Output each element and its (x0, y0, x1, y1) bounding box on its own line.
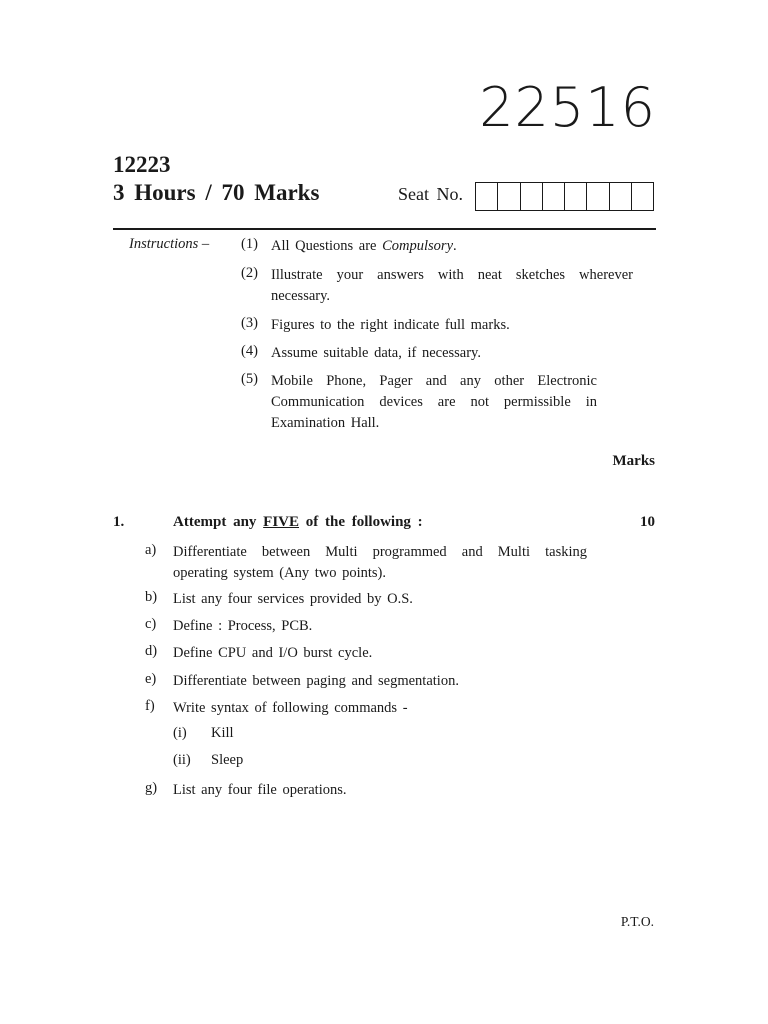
question-number: 1. (113, 514, 125, 530)
marks-column-heading: Marks (612, 453, 655, 469)
sub-question-text: Differentiate between paging and segmentation. (173, 673, 459, 689)
sub-question-label: e) (145, 671, 157, 687)
command-number: (ii) (173, 752, 191, 768)
instruction-number: (3) (241, 315, 258, 331)
seat-number-label: Seat No. (398, 184, 463, 204)
command-text: Kill (211, 725, 234, 741)
seat-digit-cell[interactable] (565, 183, 587, 210)
seat-digit-cell[interactable] (587, 183, 609, 210)
seat-digit-cell[interactable] (610, 183, 632, 210)
page-turn-indicator: P.T.O. (620, 914, 654, 929)
instruction-text: Mobile Phone, Pager and any other Electronic Communication devices are not permissible in Examination Hall. (271, 373, 597, 431)
command-text: Sleep (211, 752, 244, 768)
header-divider (113, 228, 656, 230)
instruction-text: Assume suitable data, if necessary. (271, 345, 481, 361)
instruction-text: Figures to the right indicate full marks. (271, 317, 510, 333)
seat-digit-cell[interactable] (632, 183, 653, 210)
instruction-number: (4) (241, 343, 258, 359)
sub-question-label: c) (145, 616, 157, 632)
seat-digit-cell[interactable] (543, 183, 565, 210)
question-title: Attempt any FIVE of the following : (173, 514, 423, 530)
question-marks: 10 (640, 514, 655, 530)
subject-code: 12223 (113, 152, 171, 177)
duration-marks: 3 Hours / 70 Marks (113, 180, 320, 205)
instructions-label: Instructions – (129, 236, 210, 252)
instruction-number: (2) (241, 265, 258, 281)
instruction-number: (5) (241, 371, 258, 387)
sub-question-text: List any four services provided by O.S. (173, 591, 413, 607)
instruction-number: (1) (241, 236, 258, 252)
instruction-text: Illustrate your answers with neat sketches wherever necessary. (271, 267, 633, 304)
seat-digit-cell[interactable] (521, 183, 543, 210)
sub-question-label: f) (145, 698, 155, 714)
sub-question-label: g) (145, 780, 158, 796)
sub-question-label: d) (145, 643, 158, 659)
sub-question-label: a) (145, 542, 157, 558)
paper-code: 22516 (479, 76, 656, 139)
sub-question-text: Differentiate between Multi programmed and Multi tasking operating system (Any two points). (173, 544, 587, 581)
sub-question-text: Define CPU and I/O burst cycle. (173, 645, 373, 661)
sub-question-text: List any four file operations. (173, 782, 347, 798)
sub-question-label: b) (145, 589, 158, 605)
sub-question-text: Define : Process, PCB. (173, 618, 313, 634)
seat-digit-cell[interactable] (498, 183, 520, 210)
sub-question-text: Write syntax of following commands - (173, 700, 408, 716)
seat-digit-cell[interactable] (476, 183, 498, 210)
command-number: (i) (173, 725, 187, 741)
instruction-text: All Questions are Compulsory. (271, 238, 457, 254)
seat-number-box[interactable] (475, 182, 654, 211)
